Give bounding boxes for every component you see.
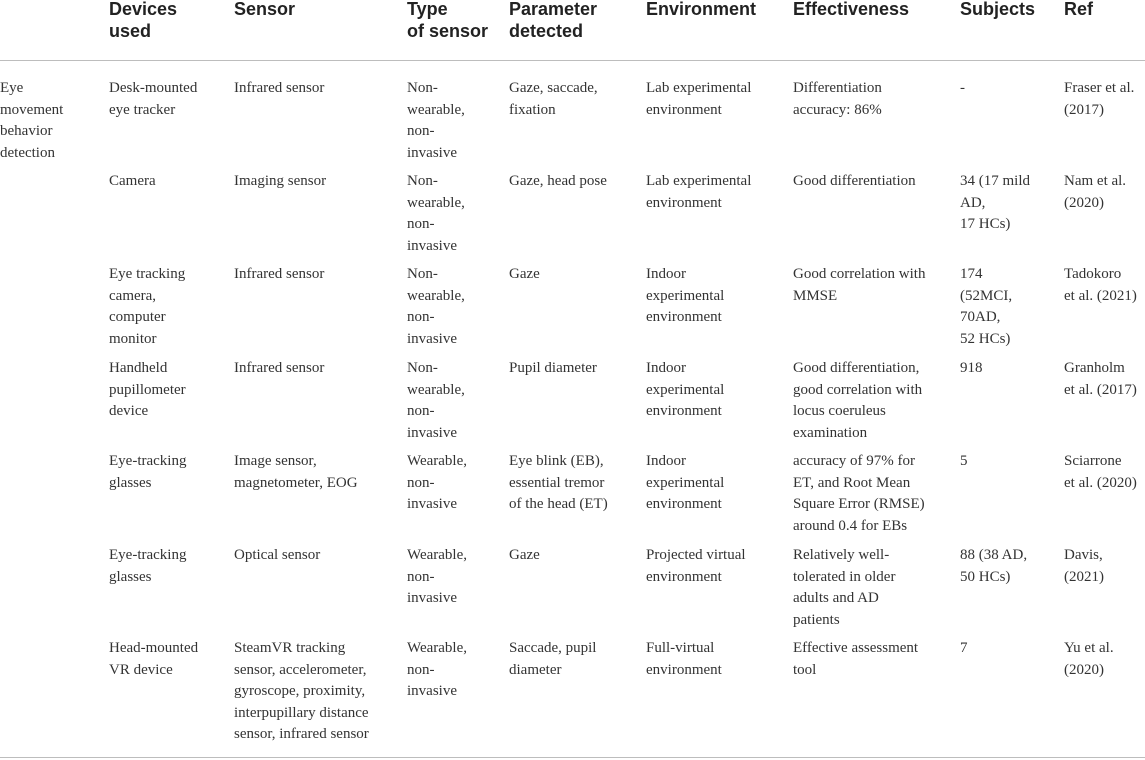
table-bottom-rule xyxy=(0,757,1145,758)
cell-subjects: 34 (17 mild AD, 17 HCs) xyxy=(960,173,1030,232)
header-effectiveness: Effectiveness xyxy=(793,0,910,19)
cell-subjects: 174 (52MCI, 70AD, 52 HCs) xyxy=(960,266,1013,347)
cell-devices: Desk-mounted eye tracker xyxy=(109,80,198,118)
cell-type: Non- wearable, non- invasive xyxy=(407,360,465,441)
cell-type: Non- wearable, non- invasive xyxy=(407,80,465,161)
cell-sensor: SteamVR tracking sensor, accelerometer, gyroscope, proximity, interpupillary distance sensor, infrared sensor xyxy=(234,640,369,742)
cell-ref: Nam et al. (2020) xyxy=(1064,173,1127,211)
cell-effectiveness: accuracy of 97% for ET, and Root Mean Square Error (RMSE) around 0.4 for EBs xyxy=(793,453,925,534)
cell-ref: Sciarrone et al. (2020) xyxy=(1064,453,1137,491)
cell-subjects: 88 (38 AD, 50 HCs) xyxy=(960,547,1028,585)
header-parameter-detected: Parameter detected xyxy=(509,0,598,41)
cell-parameter: Gaze xyxy=(509,266,540,282)
cell-ref: Davis, (2021) xyxy=(1064,547,1104,585)
cell-subjects: 918 xyxy=(960,360,983,376)
cell-environment: Lab experimental environment xyxy=(646,173,752,211)
cell-ref: Tadokoro et al. (2021) xyxy=(1064,266,1137,304)
cell-type: Wearable, non- invasive xyxy=(407,547,467,606)
cell-effectiveness: Good differentiation xyxy=(793,173,916,189)
cell-devices: Eye tracking camera, computer monitor xyxy=(109,266,186,347)
cell-devices: Eye-tracking glasses xyxy=(109,547,187,585)
cell-sensor: Optical sensor xyxy=(234,547,321,563)
cell-parameter: Gaze, saccade, fixation xyxy=(509,80,598,118)
cell-environment: Projected virtual environment xyxy=(646,547,746,585)
cell-effectiveness: Good correlation with MMSE xyxy=(793,266,926,304)
cell-sensor: Image sensor, magnetometer, EOG xyxy=(234,453,358,491)
cell-sensor: Infrared sensor xyxy=(234,266,325,282)
table-header xyxy=(0,0,1145,61)
header-environment: Environment xyxy=(646,0,757,19)
cell-parameter: Gaze, head pose xyxy=(509,173,607,189)
cell-environment: Indoor experimental environment xyxy=(646,360,725,419)
cell-parameter: Pupil diameter xyxy=(509,360,597,376)
cell-ref: Granholm et al. (2017) xyxy=(1064,360,1137,398)
header-sensor: Sensor xyxy=(234,0,296,19)
cell-subjects: 5 xyxy=(960,453,968,469)
cell-ref: Yu et al. (2020) xyxy=(1064,640,1114,678)
cell-devices: Handheld pupillometer device xyxy=(109,360,186,419)
cell-parameter: Gaze xyxy=(509,547,540,563)
cell-effectiveness: Effective assessment tool xyxy=(793,640,919,678)
cell-devices: Eye-tracking glasses xyxy=(109,453,187,491)
cell-parameter: Eye blink (EB), essential tremor of the head (ET) xyxy=(509,453,608,512)
cell-type: Wearable, non- invasive xyxy=(407,453,467,512)
cell-effectiveness: Relatively well- tolerated in older adults and AD patients xyxy=(793,547,896,628)
cell-parameter: Saccade, pupil diameter xyxy=(509,640,597,678)
cell-ref: Fraser et al. (2017) xyxy=(1064,80,1135,118)
header-ref: Ref xyxy=(1064,0,1094,19)
cell-sensor: Infrared sensor xyxy=(234,360,325,376)
cell-effectiveness: Differentiation accuracy: 86% xyxy=(793,80,882,118)
cell-sensor: Imaging sensor xyxy=(234,173,327,189)
header-type-of-sensor: Type of sensor xyxy=(407,0,489,41)
header-subjects: Subjects xyxy=(960,0,1036,19)
cell-subjects: - xyxy=(960,80,965,96)
header-devices-used: Devices used xyxy=(109,0,178,41)
category-label: Eye movement behavior detection xyxy=(0,80,64,161)
cell-environment: Indoor experimental environment xyxy=(646,453,725,512)
cell-type: Non- wearable, non- invasive xyxy=(407,266,465,347)
cell-type: Non- wearable, non- invasive xyxy=(407,173,465,254)
cell-environment: Full-virtual environment xyxy=(646,640,722,678)
cell-subjects: 7 xyxy=(960,640,968,656)
cell-sensor: Infrared sensor xyxy=(234,80,325,96)
cell-environment: Lab experimental environment xyxy=(646,80,752,118)
cell-devices: Camera xyxy=(109,173,156,189)
cell-devices: Head-mounted VR device xyxy=(109,640,199,678)
cell-effectiveness: Good differentiation, good correlation with locus coeruleus examination xyxy=(793,360,923,441)
cell-type: Wearable, non- invasive xyxy=(407,640,467,699)
cell-environment: Indoor experimental environment xyxy=(646,266,725,325)
